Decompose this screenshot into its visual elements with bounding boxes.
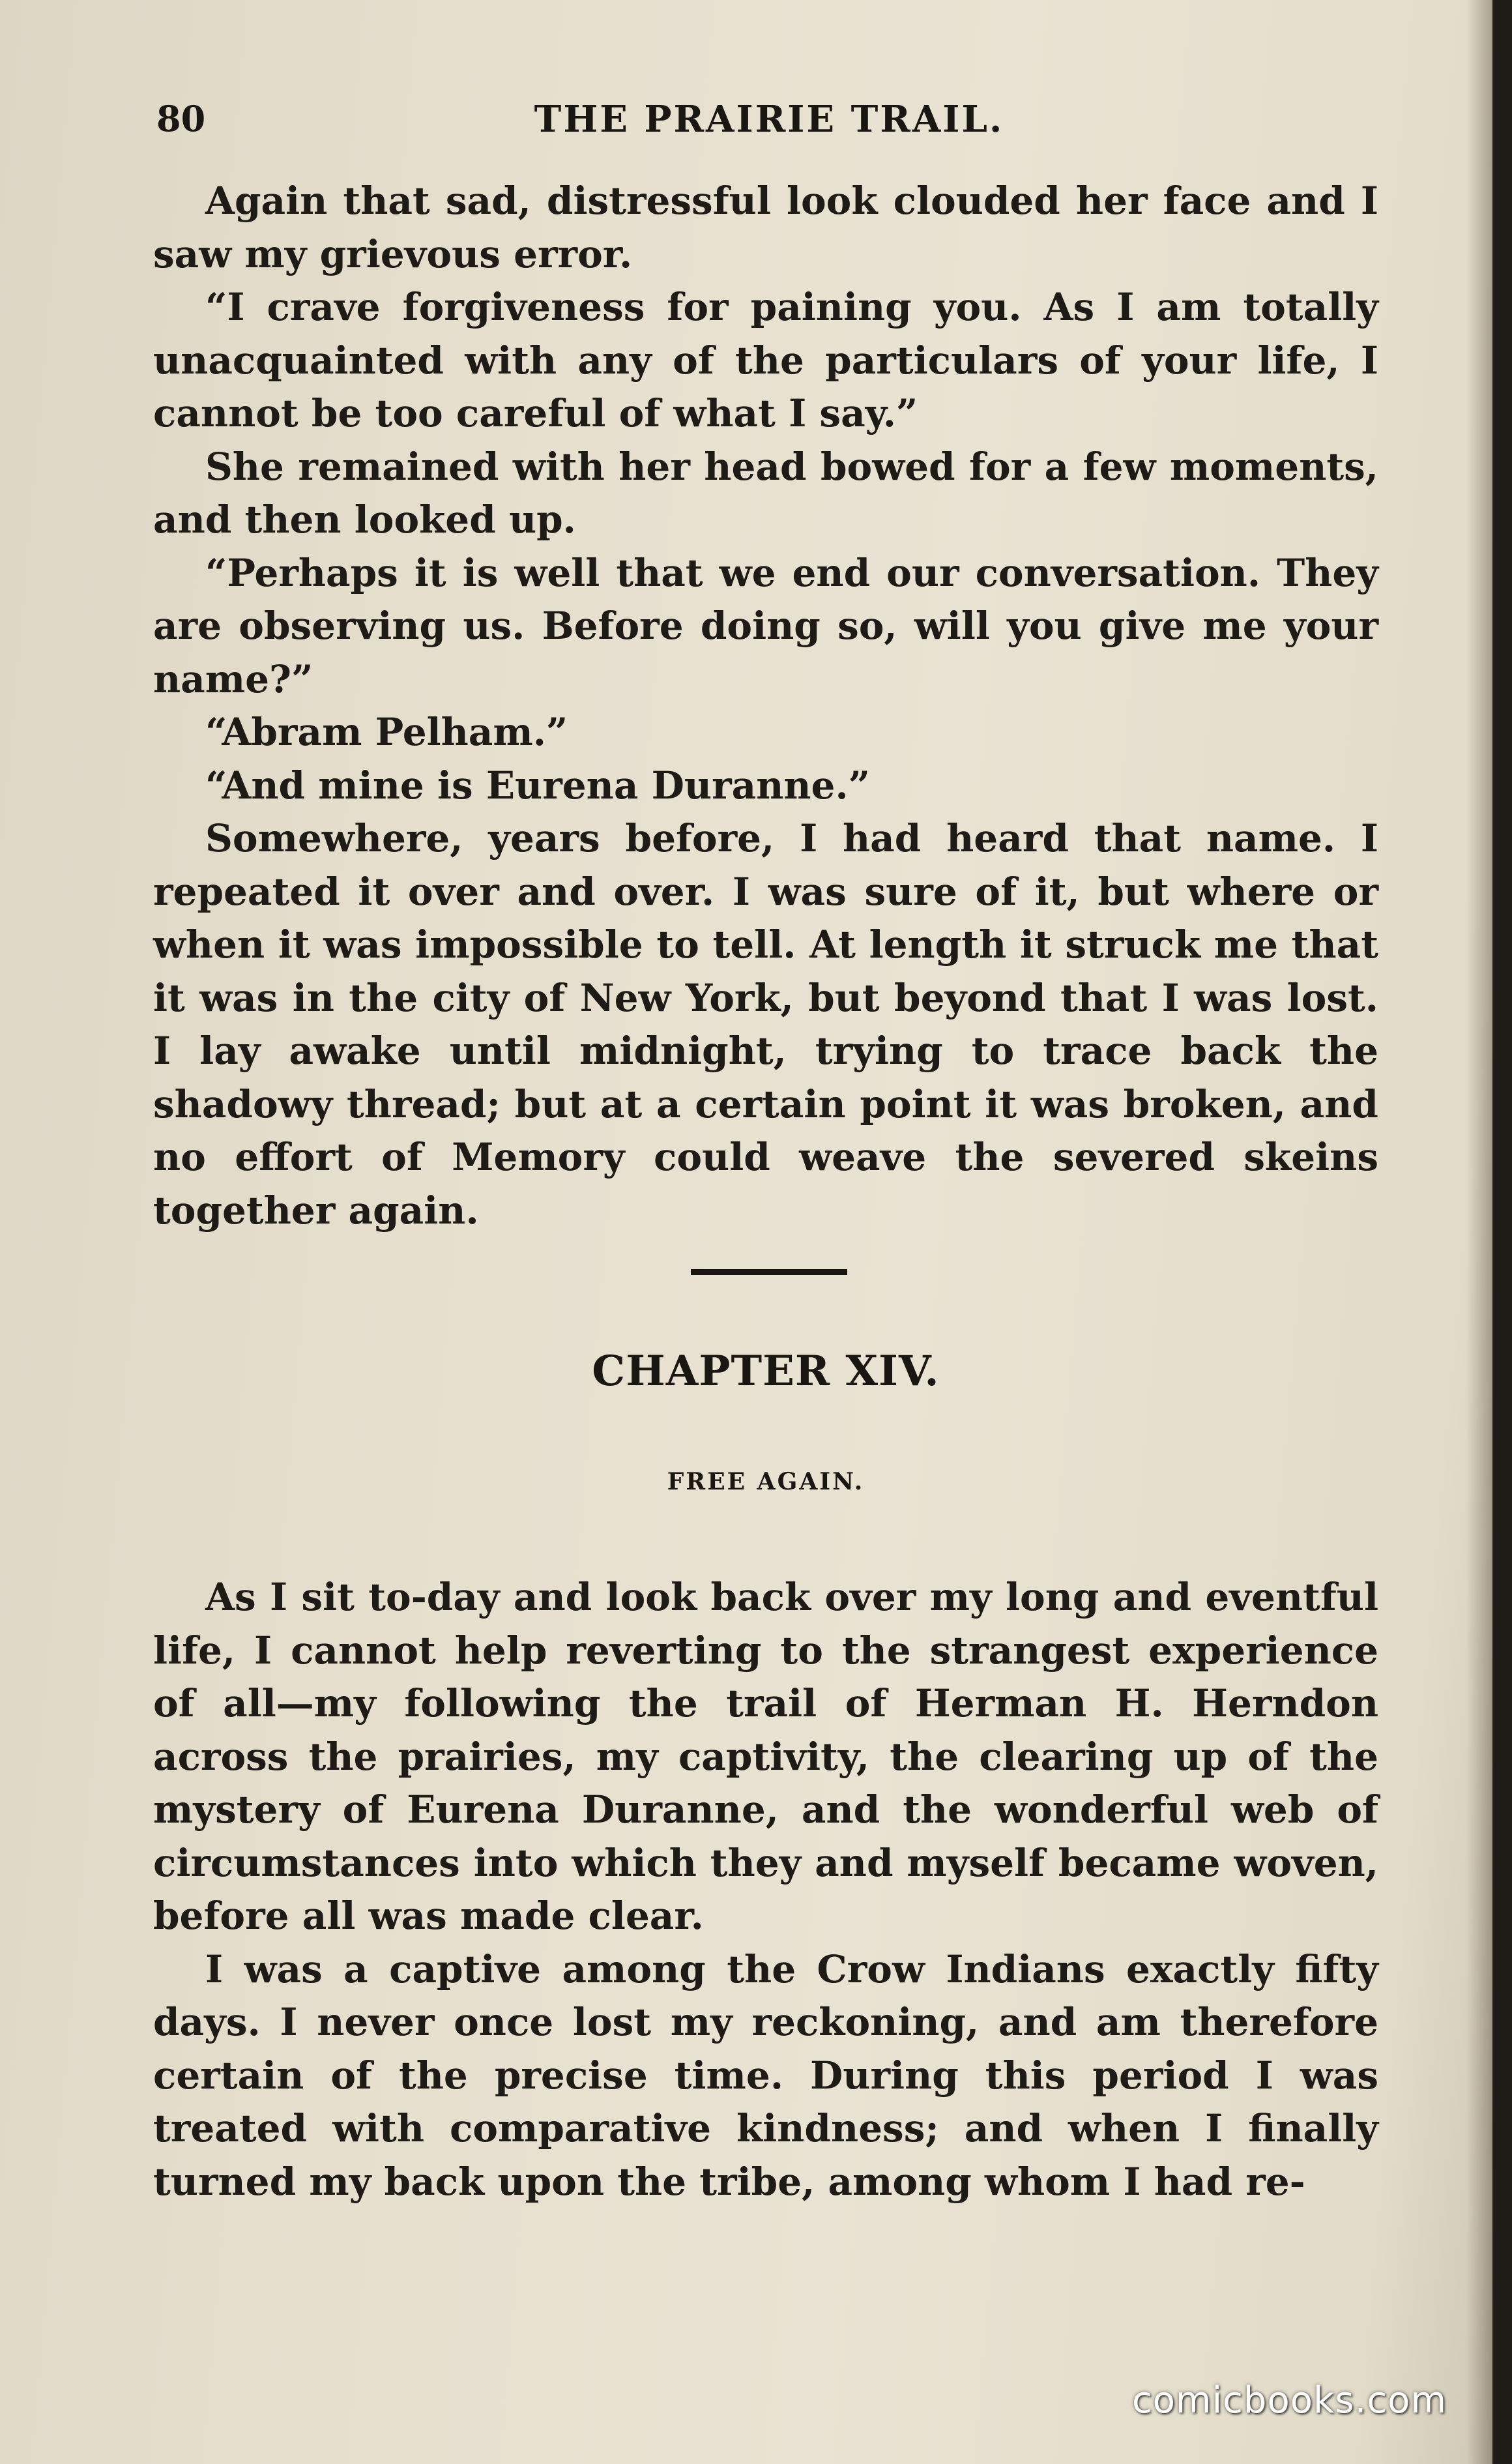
bottom-text-block bbox=[153, 1571, 1378, 2208]
paragraph: Again that sad, distressful look clouded her face and I saw my grievous error. bbox=[153, 179, 1378, 276]
chapter-subtitle: FREE AGAIN. bbox=[667, 1468, 865, 1495]
top-text-block bbox=[153, 175, 1378, 1237]
paragraph: “And mine is Eurena Duranne.” bbox=[205, 763, 871, 808]
chapter-title: CHAPTER XIV. bbox=[592, 1347, 940, 1396]
page-number: 80 bbox=[156, 98, 206, 139]
paragraph: She remained with her head bowed for a few moments, and then looked up. bbox=[153, 444, 1378, 542]
paragraph: I was a captive among the Crow Indians exactly fifty days. I never once lost my reckoning, and am therefore certain of the precise time. During this period I was treated with comparative kindness; and when I finally turned my back upon the tribe, among whom I had re- bbox=[153, 1946, 1378, 2204]
paragraph: “Perhaps it is well that we end our conversation. They are observing us. Before doing so, will you give me your name?” bbox=[153, 550, 1378, 701]
page-header bbox=[156, 98, 1382, 150]
watermark: comicbooks.com bbox=[1131, 2379, 1447, 2422]
page-edge-shadow bbox=[1466, 0, 1492, 2464]
paragraph: “Abram Pelham.” bbox=[205, 710, 568, 754]
paragraph: “I crave forgiveness for paining you. As I am totally unacquainted with any of the particulars of your life, I cannot be too careful of what I say.” bbox=[153, 285, 1378, 435]
running-title: THE PRAIRIE TRAIL. bbox=[534, 98, 1004, 141]
section-divider bbox=[691, 1269, 847, 1275]
paragraph: Somewhere, years before, I had heard that name. I repeated it over and over. I was sure of it, but where or when it was impossible to tell. At length it struck me that it was in the city of New York, but beyond that I was lost. I lay awake until midnight, trying to trace back the shadowy thread; but at a certain point it was broken, and no effort of Memory could weave the severed skeins together again. bbox=[153, 816, 1378, 1233]
paragraph: As I sit to-day and look back over my long and eventful life, I cannot help reverting to the strangest experience of all—my following the trail of Herman H. Herndon across the prairies, my captivity, the clearing up of the mystery of Eurena Duranne, and the wonderful web of circumstances into which they and myself became woven, before all was made clear. bbox=[153, 1575, 1378, 1938]
